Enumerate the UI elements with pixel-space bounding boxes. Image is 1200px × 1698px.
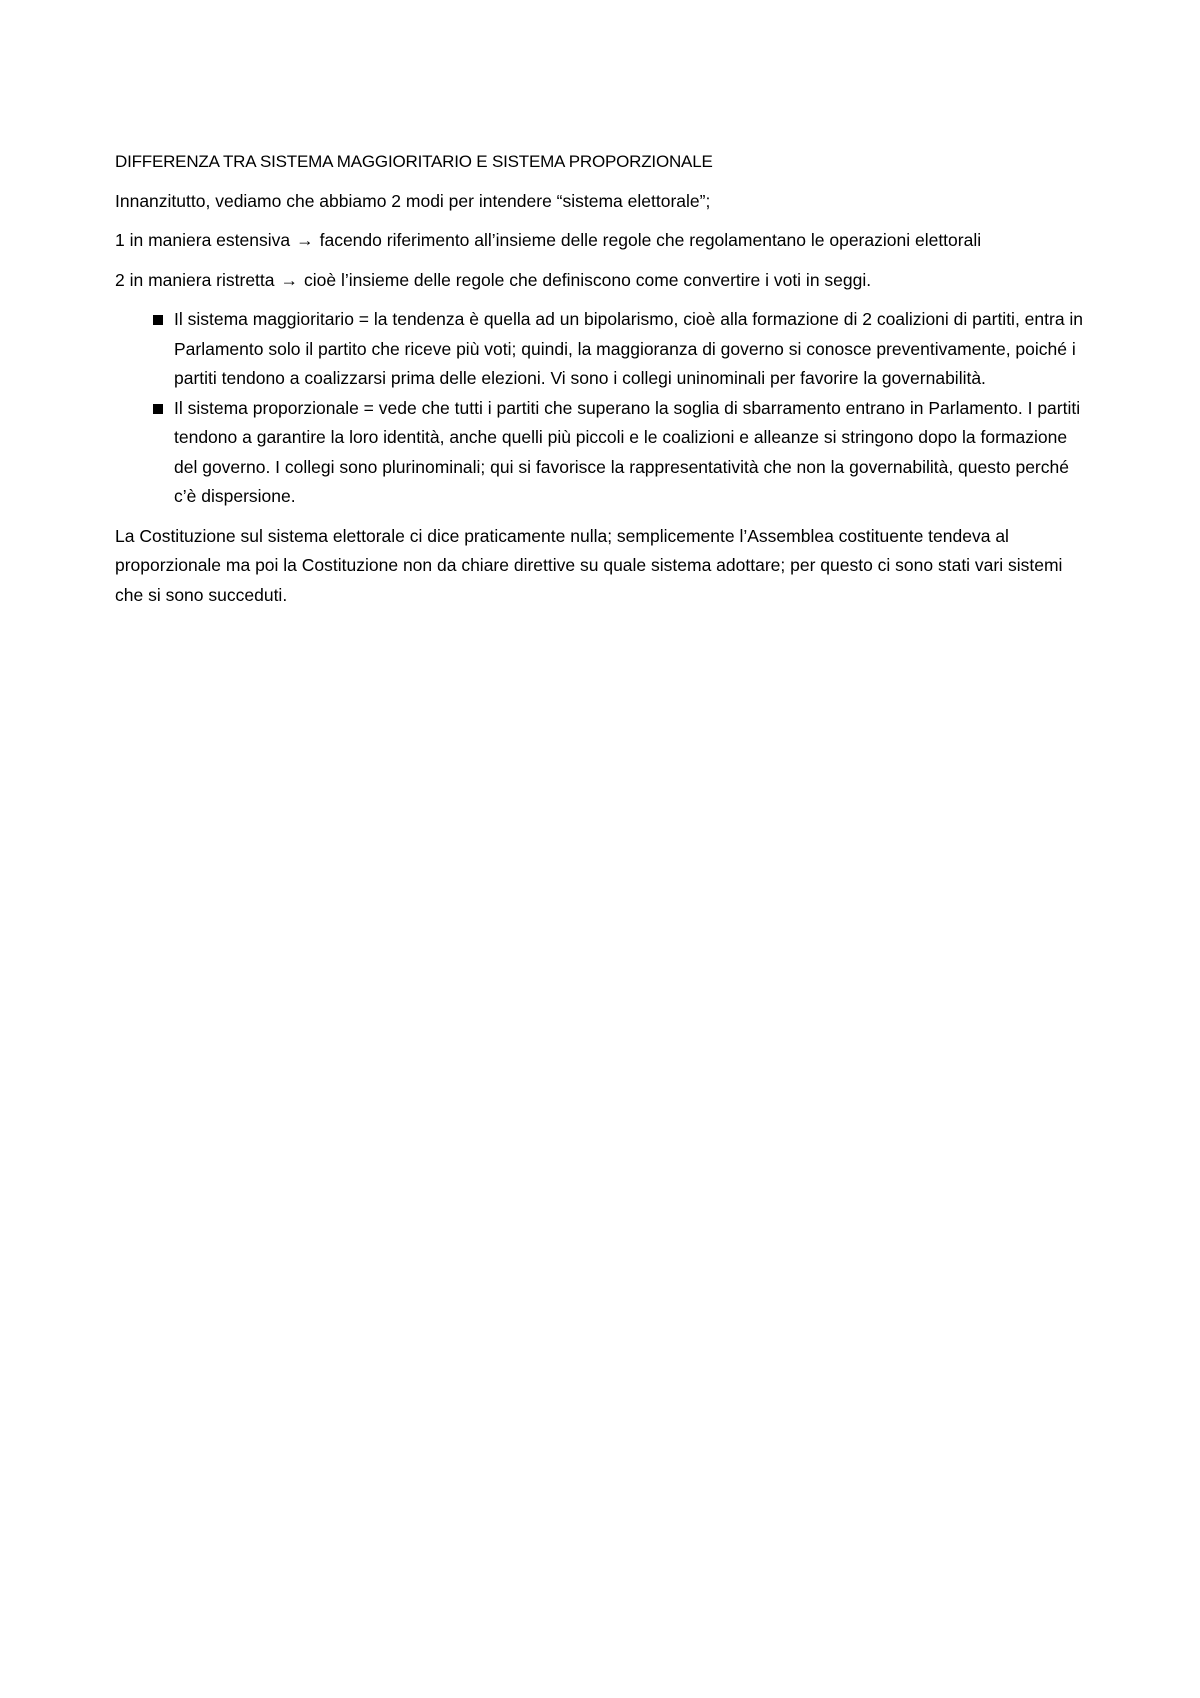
square-bullet-icon — [153, 404, 163, 414]
definition-text: cioè l’insieme delle regole che definiscono come convertire i voti in seggi. — [304, 269, 872, 290]
definition-extensive — [115, 226, 1095, 256]
definition-text: facendo riferimento all’insieme delle regole che regolamentano le operazioni elettorali — [319, 230, 982, 250]
document-body — [115, 147, 1095, 620]
intro-paragraph: Innanzitutto, vediamo che abbiamo 2 modi per intendere “sistema elettorale”; — [115, 190, 711, 211]
bullet-text: Il sistema proporzionale = vede che tutti i partiti che superano la soglia di sbarramento entrano in Parlamento. I partiti tendono a garantire la loro identità, anche quelli più piccoli e le coalizioni e alleanze si stringono dopo la formazione del governo. I collegi sono plurinominali; qui si favorisce la rappresentatività che non la governabilità, questo perché c’è dispersione. — [174, 397, 1081, 506]
list-item-maggioritario — [115, 305, 1095, 394]
document-title: DIFFERENZA TRA SISTEMA MAGGIORITARIO E SISTEMA PROPORZIONALE — [115, 152, 713, 171]
bullet-list — [115, 305, 1095, 512]
conclusion-paragraph: La Costituzione sul sistema elettorale ci dice praticamente nulla; semplicemente l’Assemblea costituente tendeva al proporzionale ma poi la Costituzione non da chiare direttive su quale sistema adottare; per questo ci sono stati vari sistemi che si sono succeduti. — [115, 525, 1063, 605]
definition-label: 1 in maniera estensiva — [115, 230, 291, 250]
definition-restricted — [115, 266, 1095, 296]
arrow-right-icon: → — [296, 230, 314, 250]
list-item-proporzionale — [115, 394, 1095, 512]
bullet-text: Il sistema maggioritario = la tendenza è quella ad un bipolarismo, cioè alla formazione di 2 coalizioni di partiti, entra in Parlamento solo il partito che riceve più voti; quindi, la maggioranza di governo si conosce preventivamente, poiché i partiti tendono a coalizzarsi prima delle elezioni. Vi sono i collegi uninominali per favorire la governabilità. — [174, 309, 1084, 388]
square-bullet-icon — [153, 315, 163, 325]
definition-label: 2 in maniera ristretta — [115, 269, 275, 290]
arrow-right-icon: → — [280, 269, 299, 290]
